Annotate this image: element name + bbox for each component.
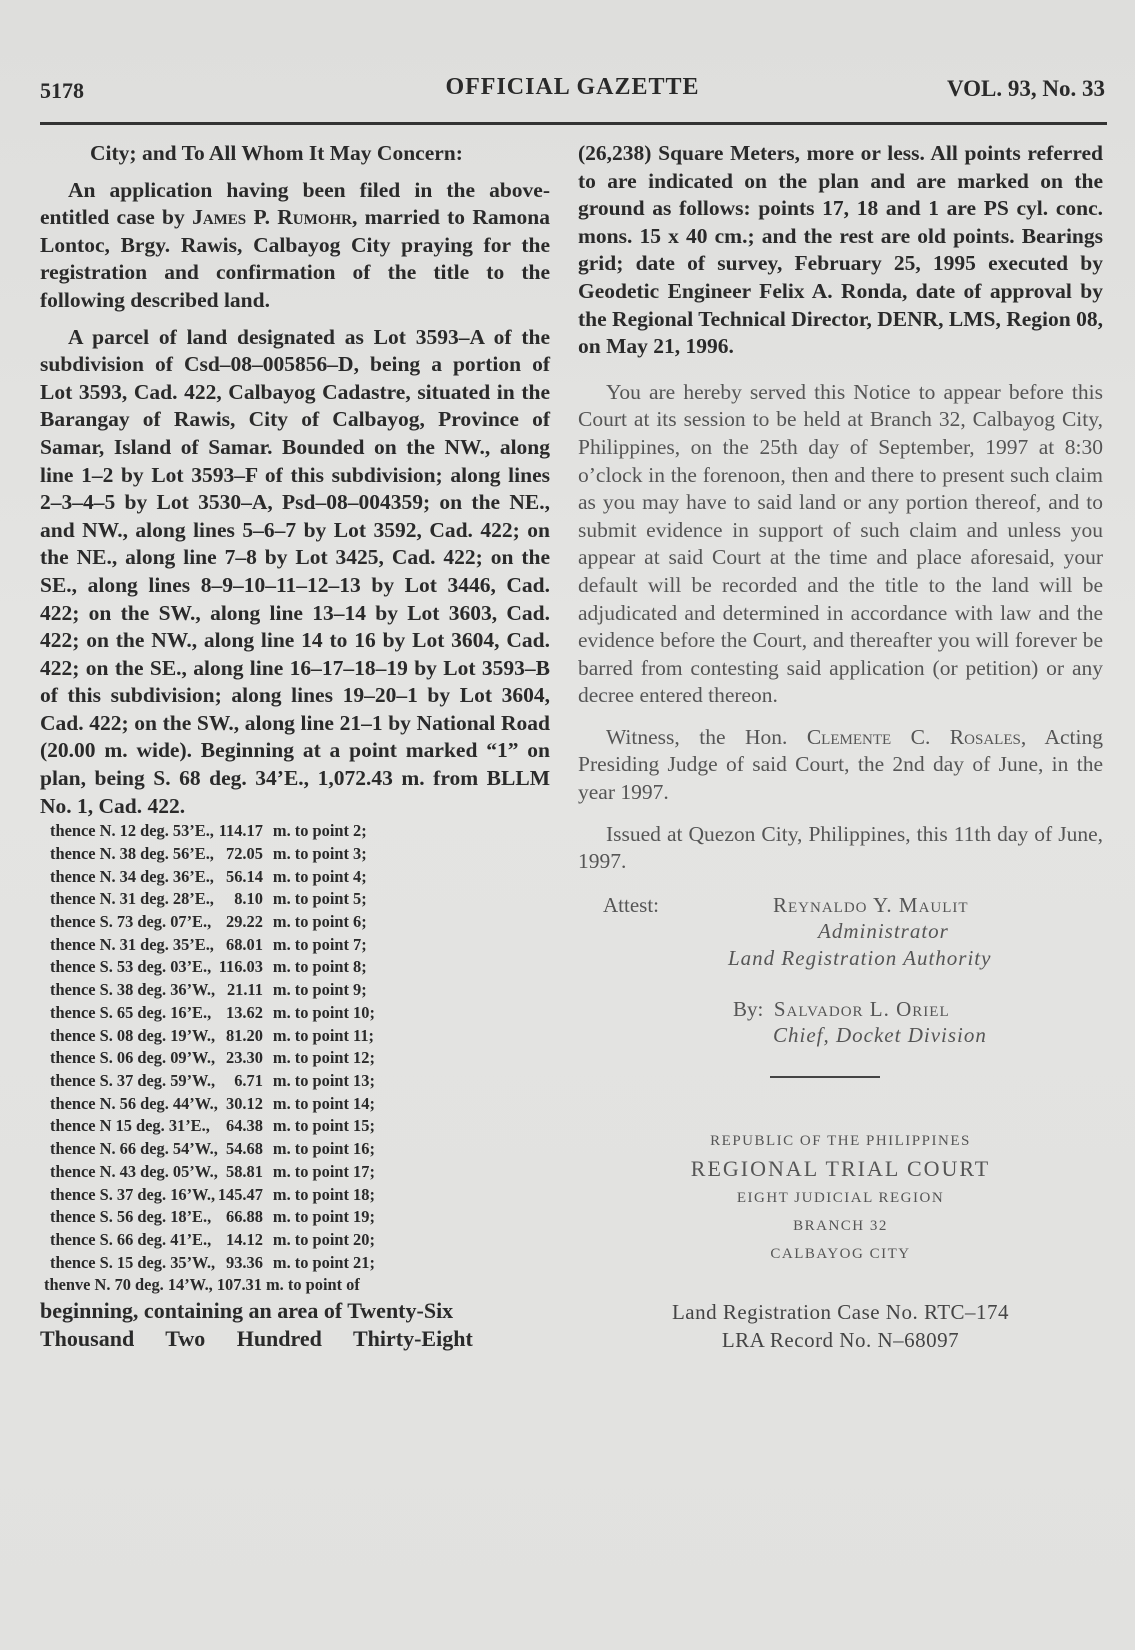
- bearing-distance: 66.88: [226, 1207, 263, 1227]
- attest-name: Reynaldo Y. Maulit: [773, 892, 969, 917]
- bearing-point: m. to point 10;: [272, 1002, 375, 1022]
- witness-text: Witness, the Hon.: [606, 724, 807, 749]
- witness-paragraph: [578, 724, 1103, 807]
- case-numbers: [578, 1298, 1103, 1354]
- attest-label: Attest:: [603, 892, 659, 917]
- bearing-direction: thence N. 31 deg. 28’E.,: [50, 889, 214, 909]
- bearing-direction: thence N. 43 deg. 05’W.,: [50, 1161, 218, 1181]
- bearing-point: m. to point 19;: [272, 1207, 375, 1227]
- bearing-distance: 72.05: [226, 843, 263, 863]
- bearing-distance: 56.14: [226, 866, 263, 886]
- bearing-direction: thence S. 65 deg. 16’E.,: [50, 1002, 212, 1022]
- bearing-point: m. to point 12;: [272, 1048, 375, 1068]
- bearing-direction: thence N. 66 deg. 54’W.,: [50, 1139, 218, 1159]
- bearing-point: m. to point 3;: [272, 843, 367, 863]
- bearing-distance: 13.62: [226, 1002, 263, 1022]
- bearing-point: m. to point 6;: [272, 912, 367, 932]
- court-country: REPUBLIC OF THE PHILIPPINES: [710, 1132, 971, 1149]
- bearing-row: [50, 888, 375, 911]
- bearing-point: m. to point 20;: [272, 1229, 375, 1249]
- bearing-direction: thence S. 66 deg. 41’E.,: [50, 1229, 212, 1249]
- bearing-row: [50, 1138, 375, 1161]
- witness-text-cont: Acting Presiding Judge of said Court, the 2nd day of June, in the year 1997.: [578, 724, 1103, 805]
- court-region: EIGHT JUDICIAL REGION: [736, 1189, 945, 1206]
- bearing-direction: thence N. 34 deg. 36’E.,: [50, 866, 214, 886]
- bearing-distance: 93.36: [226, 1252, 263, 1272]
- address-line: City; and To All Whom It May Concern:: [90, 141, 463, 165]
- bearing-row: [50, 956, 375, 979]
- land-description: A parcel of land designated as Lot 3593–A of the subdivision of Csd–08–005856–D, being a portion of Lot 3593, Cad. 422, Calbayog Cadastre, situated in the Barangay of Rawis, City of Calbayog, Province of Samar, Island of Samar. Bounded on the NW., along line 1–2 by Lot 3593–F of this subdivision; along lines 2–3–4–5 by Lot 3530–A, Psd–08–004359; on the NE., and NW., along lines 5–6–7 by Lot 3592, Cad. 422; on the NE., along line 7–8 by Lot 3425, Cad. 422; on the SE., along lines 8–9–10–11–12–13 by Lot 3446, Cad. 422; on the SW., along line 13–14 by Lot 3603, Cad. 422; on the NW., along line 14 to 16 by Lot 3604, Cad. 422; on the SE., along line 16–17–18–19 by Lot 3593–B of this subdivision; along lines 19–20–1 by Lot 3604, Cad. 422; on the SW., along line 21–1 by National Road (20.00 m. wide). Beginning at a point marked “1” on plan, being S. 68 deg. 34’E., 1,072.43 m. from BLLM No. 1, Cad. 422.: [40, 324, 550, 818]
- section-divider: [770, 1076, 880, 1078]
- judge-name: Clemente C. Rosales,: [806, 724, 1027, 749]
- bearing-point: m. to point 4;: [272, 866, 367, 886]
- bearing-direction: thence N. 56 deg. 44’W.,: [50, 1093, 218, 1113]
- bearing-direction: thence S. 37 deg. 59’W.,: [50, 1070, 216, 1090]
- bearing-direction: thence S. 37 deg. 16’W.,: [50, 1184, 216, 1204]
- bearing-direction: thence S. 53 deg. 03’E.,: [50, 957, 212, 977]
- bearing-point: m. to point 5;: [272, 889, 367, 909]
- court-name: REGIONAL TRIAL COURT: [690, 1155, 991, 1181]
- bearing-point: m. to point 2;: [272, 821, 367, 841]
- bearing-direction: thence N. 38 deg. 56’E.,: [50, 843, 214, 863]
- court-heading: [578, 1128, 1103, 1268]
- court-city: CALBAYOG CITY: [770, 1245, 911, 1262]
- bearing-point: m. to point 17;: [272, 1161, 375, 1181]
- area-line-2: [40, 1325, 550, 1353]
- bearing-distance: 81.20: [226, 1025, 263, 1045]
- bearing-point: m. to point 18;: [272, 1184, 375, 1204]
- bearing-point: m. to point 7;: [272, 934, 367, 954]
- application-paragraph: [40, 177, 550, 315]
- publication-title: OFFICIAL GAZETTE: [445, 74, 700, 100]
- bearing-point: m. to point 8;: [272, 957, 367, 977]
- bearing-direction: thence S. 15 deg. 35’W.,: [50, 1252, 216, 1272]
- bearing-direction: thence S. 08 deg. 19’W.,: [50, 1025, 216, 1045]
- issued-paragraph: Issued at Quezon City, Philippines, this 11th day of June, 1997.: [578, 821, 1103, 874]
- applicant-name: James P. Rumohr,: [192, 205, 358, 230]
- bearing-row: [50, 1206, 375, 1229]
- bearing-distance: 30.12: [226, 1093, 263, 1113]
- bearing-distance: 145.47: [217, 1184, 263, 1204]
- bearing-point: m. to point 16;: [272, 1139, 375, 1159]
- bearing-row: [50, 1093, 375, 1116]
- bearing-row: [50, 1161, 375, 1184]
- bearing-distance: 23.30: [226, 1048, 263, 1068]
- bearing-distance: 114.17: [218, 821, 263, 841]
- bearing-row: [50, 979, 375, 1002]
- by-label: By:: [733, 996, 764, 1021]
- bearing-row: [50, 820, 375, 843]
- application-text: An application having been filed in the above-entitled case by: [40, 177, 550, 230]
- attest-title-2: Land Registration Authority: [728, 945, 992, 970]
- header-rule: [40, 122, 1107, 125]
- bearing-distance: 29.22: [226, 912, 263, 932]
- bearing-row: [50, 1184, 375, 1207]
- bearing-direction: thence N 15 deg. 31’E.,: [50, 1116, 210, 1136]
- bearing-distance: 6.71: [234, 1070, 263, 1090]
- area-line-2-text: Thousand Two Hundred Thirty-Eight: [40, 1326, 473, 1352]
- bearing-point: m. to point 21;: [272, 1252, 375, 1272]
- area-line-1: beginning, containing an area of Twenty-Six: [40, 1298, 454, 1324]
- bearing-row: [50, 934, 375, 957]
- bearing-distance: 54.68: [226, 1139, 263, 1159]
- bearing-point: m. to point 13;: [272, 1070, 375, 1090]
- bearing-row: [50, 866, 375, 889]
- bearing-row: [50, 1115, 375, 1138]
- bearing-distance: 8.10: [234, 889, 263, 909]
- bearing-point: m. to point 11;: [272, 1025, 375, 1045]
- bearing-point: m. to point 14;: [272, 1093, 375, 1113]
- lra-record-number: LRA Record No. N–68097: [721, 1327, 960, 1352]
- page-number: 5178: [40, 78, 84, 103]
- bearing-direction: thence S. 38 deg. 36’W.,: [50, 980, 216, 1000]
- attest-title-1: Administrator: [818, 918, 949, 943]
- bearing-last: thenve N. 70 deg. 14’W., 107.31 m. to point of: [44, 1275, 360, 1295]
- volume-number: VOL. 93, No. 33: [947, 76, 1105, 101]
- bearing-direction: thence S. 56 deg. 18’E.,: [50, 1207, 212, 1227]
- by-name: Salvador L. Oriel: [773, 996, 950, 1021]
- attestation-block: [578, 892, 1103, 1047]
- bearing-point: m. to point 15;: [272, 1116, 375, 1136]
- bearing-row: [50, 1229, 375, 1252]
- bearing-row: [50, 911, 375, 934]
- bearing-distance: 68.01: [226, 934, 263, 954]
- bearing-distance: 21.11: [226, 980, 263, 1000]
- bearing-row: [50, 1070, 375, 1093]
- area-paragraph: (26,238) Square Meters, more or less. All points referred to are indicated on the plan and are marked on the ground as follows: points 17, 18 and 1 are PS cyl. conc. mons. 15 x 40 cm.; and the rest are old points. Bearings grid; date of survey, February 25, 1995 executed by Geodetic Engineer Felix A. Ronda, date of approval by the Regional Technical Director, DENR, LMS, Region 08, on May 21, 1996.: [578, 141, 1103, 359]
- bearing-row: [50, 843, 375, 866]
- bearings-table: [50, 820, 375, 1274]
- bearing-distance: 64.38: [226, 1116, 263, 1136]
- page-header: [40, 68, 1105, 108]
- bearing-distance: 58.81: [226, 1161, 263, 1181]
- bearing-row: [50, 1025, 375, 1048]
- left-column: [40, 140, 550, 1353]
- by-line: [733, 996, 950, 1024]
- bearing-distance: 14.12: [226, 1229, 263, 1249]
- bearing-row: [50, 1047, 375, 1070]
- right-column: [578, 140, 1103, 1354]
- by-title: Chief, Docket Division: [773, 1022, 987, 1047]
- bearing-point: m. to point 9;: [272, 980, 367, 1000]
- bearing-row: [50, 1002, 375, 1025]
- case-number: Land Registration Case No. RTC–174: [671, 1299, 1010, 1324]
- bearing-distance: 116.03: [218, 957, 263, 977]
- bearing-direction: thence S. 06 deg. 09’W.,: [50, 1048, 216, 1068]
- bearing-direction: thence N. 12 deg. 53’E.,: [50, 821, 214, 841]
- bearing-direction: thence S. 73 deg. 07’E.,: [50, 912, 212, 932]
- court-branch: BRANCH 32: [793, 1217, 888, 1234]
- bearing-direction: thence N. 31 deg. 35’E.,: [50, 934, 214, 954]
- bearing-row: [50, 1252, 375, 1275]
- notice-paragraph: You are hereby served this Notice to appear before this Court at its session to be held at Branch 32, Calbayog City, Philippines, on the 25th day of September, 1997 at 8:30 o’clock in the forenoon, then and there to present such claim as you may have to said land or any portion thereof, and to submit evidence in support of such claim and unless you appear at said Court at the time and place aforesaid, your default will be recorded and the title to the land will be adjudicated and determined in accordance with law and the evidence before the Court, and thereafter you will forever be barred from contesting said application (or petition) or any decree entered thereon.: [578, 379, 1103, 708]
- application-text-cont: married to Ramona Lontoc, Brgy. Rawis, Calbayog City praying for the registration and confirmation of the title to the following described land.: [40, 205, 550, 312]
